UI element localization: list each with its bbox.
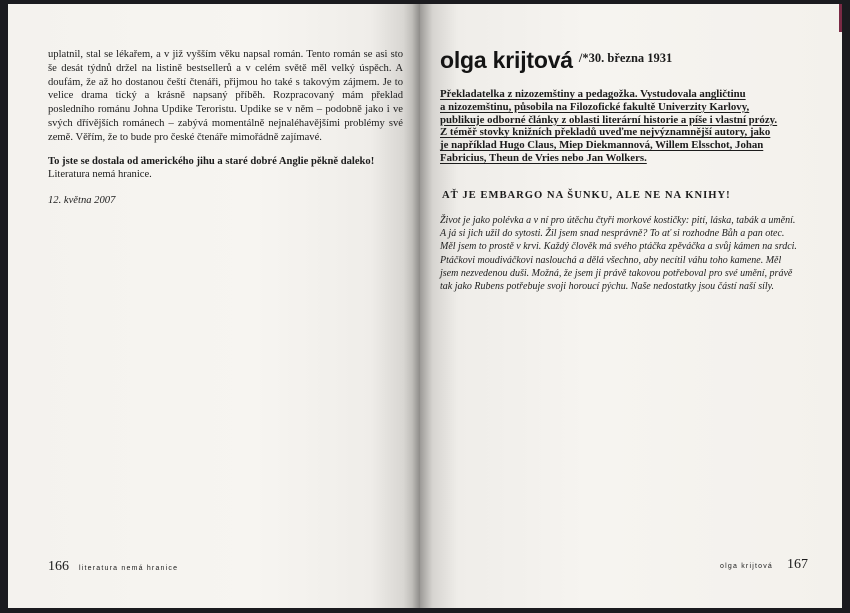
bio-line: Fabricius, Theun de Vries nebo Jan Wolkers. [440, 151, 647, 164]
right-running-header: olga krijtová [720, 563, 773, 570]
left-body-text [48, 48, 403, 208]
quote-line: Ptáčkovi moudiváčkovi naslouchá a dělá všechno, aby necítil váhu toho kamene. Měl [440, 254, 782, 266]
page-edge-mark [839, 4, 842, 32]
bio-line: publikuje odborné články z oblasti literární historie a píše i vlastní prózy. [440, 113, 778, 126]
author-bio [440, 88, 810, 165]
right-page [420, 4, 842, 608]
quote-line: Měl jsem to prostě v krvi. Každý člověk má svého ptáčka zpěváčka a svůj kámen na srdci. [440, 241, 797, 253]
section-title: AŤ JE EMBARGO NA ŠUNKU, ALE NE NA KNIHY! [442, 190, 731, 201]
quote-line: jsem nezvedenou duši. Možná, že jsem ji právě takovou potřeboval pro své umění, právě [440, 267, 793, 279]
closing-question: To jste se dostala od amerického jihu a staré dobré Anglie pěkně daleko! [48, 155, 375, 167]
left-running-header: literatura nemá hranice [79, 565, 179, 572]
book-spread [8, 4, 842, 608]
left-page-number: 166 [48, 559, 69, 574]
quote-line: A já si jich užil do sytosti. Žil jsem snad nesprávně? To ať si rozhodne Bůh a pan otec. [440, 228, 785, 240]
left-page [8, 4, 420, 608]
bio-line: a nizozemštinu, působila na Filozofické fakultě Univerzity Karlovy, [440, 100, 750, 113]
closing-answer: Literatura nemá hranice. [48, 169, 152, 181]
quote-line: tak jako Rubens potřebuje svoji horoucí pýchu. Naše nedostatky jsou částí naší síly. [440, 281, 775, 293]
quote-line: Život je jako polévka a v ní pro útěchu čtyři morkové kostičky: pití, láska, tabák a umění. [440, 215, 796, 226]
bio-line: Z téměř stovky knižních překladů uveďme nejvýznamnější autory, jako [440, 126, 771, 139]
author-heading [440, 47, 672, 74]
right-footer [720, 557, 808, 573]
right-page-number: 167 [787, 557, 808, 572]
left-paragraph: uplatnil, stal se lékařem, a v již vyšším věku napsal román. Tento román se asi sto še desát týdnů držel na listině bestsellerů a v celém světě měl velký úspěch. A doufám, že až ho dostanou čeští čtenáři, přijmou ho také s takovým zájmem. Je to velice drama tický a krásně napsaný příběh. Rozpracovaný mám překlad posledního románu Johna Updike Teroristu. Updike se v něm – podobně jako i ve svých dřívějších románech – zabývá momentálně nejnaléhavějšími problémy své země. Věřím, že to bude pro české čtenáře mimořádně zajímavé. [48, 49, 403, 143]
left-footer [48, 559, 178, 575]
interview-date: 12. května 2007 [48, 195, 116, 207]
quote-text [440, 214, 818, 293]
bio-line: je například Hugo Claus, Miep Diekmannová, Willem Elsschot, Johan [440, 139, 764, 152]
bio-line: Překladatelka z nizozemštiny a pedagožka. Vystudovala angličtinu [440, 88, 746, 100]
author-name: olga krijtová [440, 47, 573, 73]
author-birth: /*30. března 1931 [578, 51, 673, 65]
